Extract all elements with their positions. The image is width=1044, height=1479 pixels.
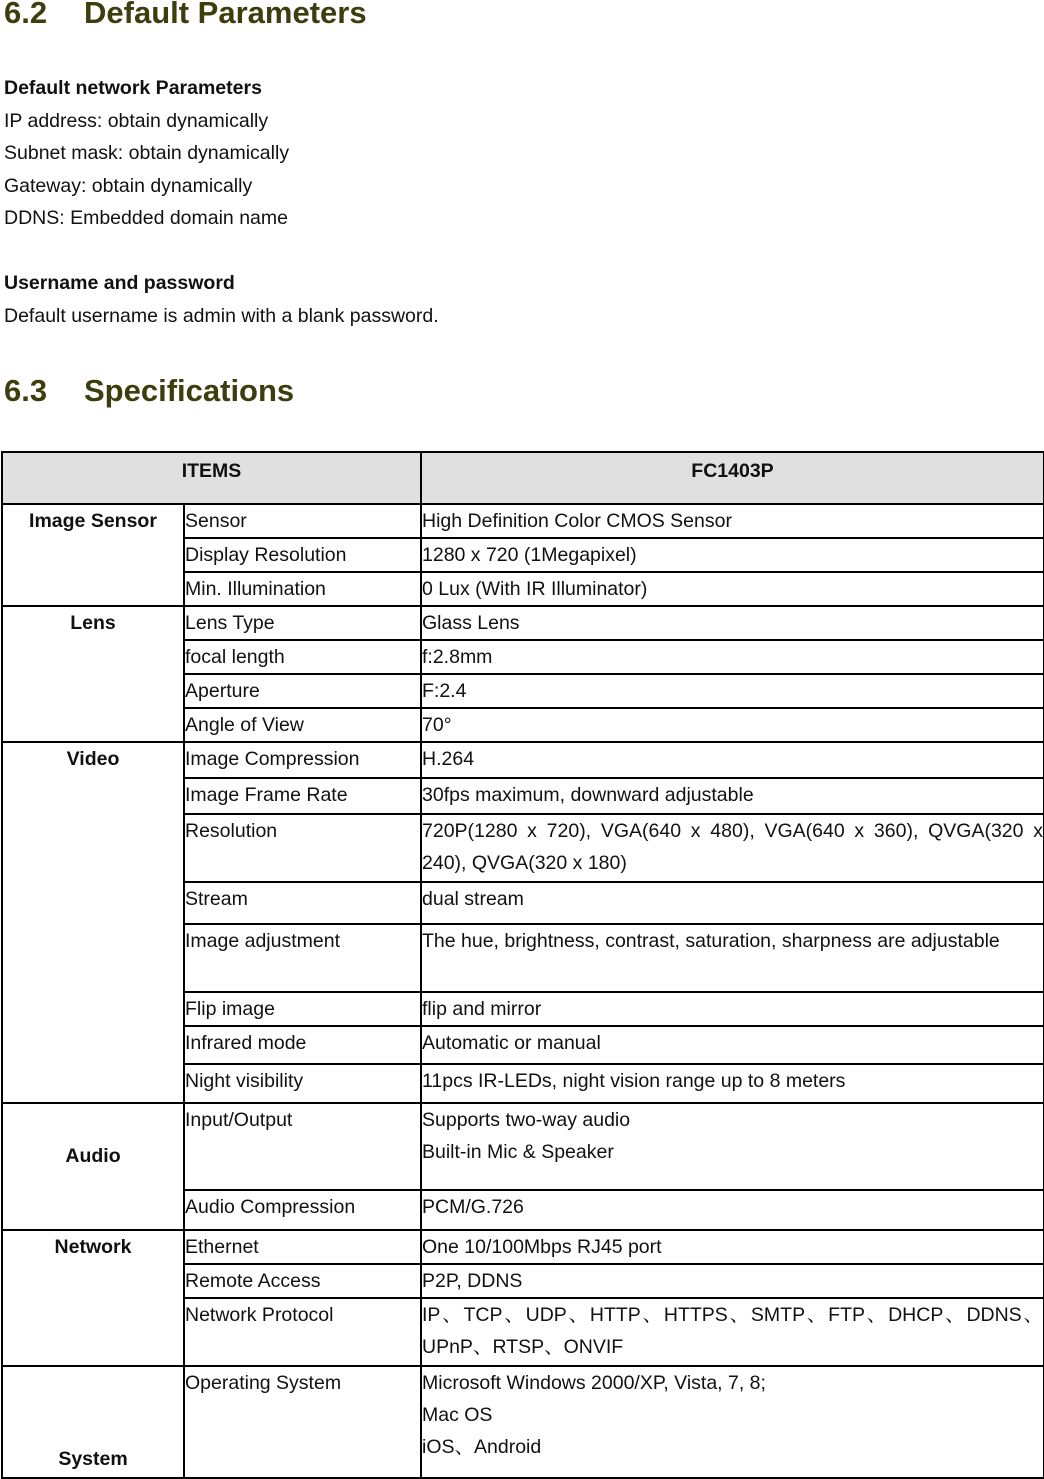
table-row [2,742,1044,778]
spec-item: Operating System [184,1366,421,1478]
spec-item: Night visibility [184,1064,421,1103]
spec-item: Resolution [184,814,421,882]
header-model: FC1403P [421,452,1044,504]
spec-value-line: iOS、Android [422,1436,542,1458]
spec-item: Audio Compression [184,1190,421,1230]
gateway-line: Gateway: obtain dynamically [4,175,253,197]
group-label-system: System [2,1366,184,1478]
credentials-text: Default username is admin with a blank password. [4,305,439,327]
spec-item: Image Compression [184,742,421,778]
table-row [2,1103,1044,1190]
spec-item: Sensor [184,504,421,538]
spec-value: F:2.4 [421,674,1044,708]
spec-value: P2P, DDNS [421,1264,1044,1298]
spec-item: Image adjustment [184,924,421,992]
table-row [2,1366,1044,1478]
group-label-image-sensor: Image Sensor [2,504,184,606]
table-header-row [2,452,1044,504]
spec-item: Ethernet [184,1230,421,1264]
spec-item: focal length [184,640,421,674]
spec-value [421,1366,1044,1478]
spec-value: 1280 x 720 (1Megapixel) [421,538,1044,572]
subnet-mask-line: Subnet mask: obtain dynamically [4,142,290,164]
spec-item: Remote Access [184,1264,421,1298]
spec-value: 0 Lux (With IR Illuminator) [421,572,1044,606]
header-items: ITEMS [2,452,421,504]
spec-item: Input/Output [184,1103,421,1190]
section-number: 6.3 [4,373,48,408]
spec-value-line: Built-in Mic & Speaker [422,1141,614,1163]
spec-value: High Definition Color CMOS Sensor [421,504,1044,538]
spec-item: Aperture [184,674,421,708]
group-label-audio: Audio [2,1103,184,1230]
spec-item: Display Resolution [184,538,421,572]
ip-address-line: IP address: obtain dynamically [4,110,269,132]
group-label-network: Network [2,1230,184,1366]
spec-value: Automatic or manual [421,1026,1044,1064]
network-params-heading: Default network Parameters [4,77,262,99]
section-title: Default Parameters [84,0,367,30]
spec-item: Network Protocol [184,1298,421,1366]
spec-item: Image Frame Rate [184,778,421,814]
spec-item: Flip image [184,992,421,1026]
spec-value: f:2.8mm [421,640,1044,674]
spec-value: Glass Lens [421,606,1044,640]
spec-value [421,1103,1044,1190]
spec-value-line: Microsoft Windows 2000/XP, Vista, 7, 8; [422,1372,766,1394]
table-row [2,504,1044,538]
ddns-line: DDNS: Embedded domain name [4,207,288,229]
section-heading-default-parameters [4,0,367,31]
spec-value: The hue, brightness, contrast, saturation, sharpness are adjustable [421,924,1044,992]
spec-value: 11pcs IR-LEDs, night vision range up to 8 meters [421,1064,1044,1103]
section-heading-specifications [4,373,294,409]
spec-value: 30fps maximum, downward adjustable [421,778,1044,814]
spec-value: flip and mirror [421,992,1044,1026]
table-row [2,1230,1044,1264]
spec-value: H.264 [421,742,1044,778]
spec-value: 720P(1280 x 720), VGA(640 x 480), VGA(640 x 360), QVGA(320 x 240), QVGA(320 x 180) [421,814,1044,882]
spec-item: Min. Illumination [184,572,421,606]
spec-value: PCM/G.726 [421,1190,1044,1230]
spec-value-line: Mac OS [422,1404,493,1426]
spec-value: One 10/100Mbps RJ45 port [421,1230,1044,1264]
group-label-lens: Lens [2,606,184,742]
spec-item: Lens Type [184,606,421,640]
spec-value: IP、TCP、UDP、HTTP、HTTPS、SMTP、FTP、DHCP、DDNS、UPnP、RTSP、ONVIF [421,1298,1044,1366]
group-label-video: Video [2,742,184,1103]
specifications-table [1,451,1044,1479]
credentials-heading: Username and password [4,272,235,294]
spec-item: Stream [184,882,421,924]
spec-item: Infrared mode [184,1026,421,1064]
spec-item: Angle of View [184,708,421,742]
table-row [2,606,1044,640]
spec-value: dual stream [421,882,1044,924]
spec-value: 70° [421,708,1044,742]
spec-value-line: Supports two-way audio [422,1109,631,1131]
section-number: 6.2 [4,0,48,30]
section-title: Specifications [84,373,295,408]
